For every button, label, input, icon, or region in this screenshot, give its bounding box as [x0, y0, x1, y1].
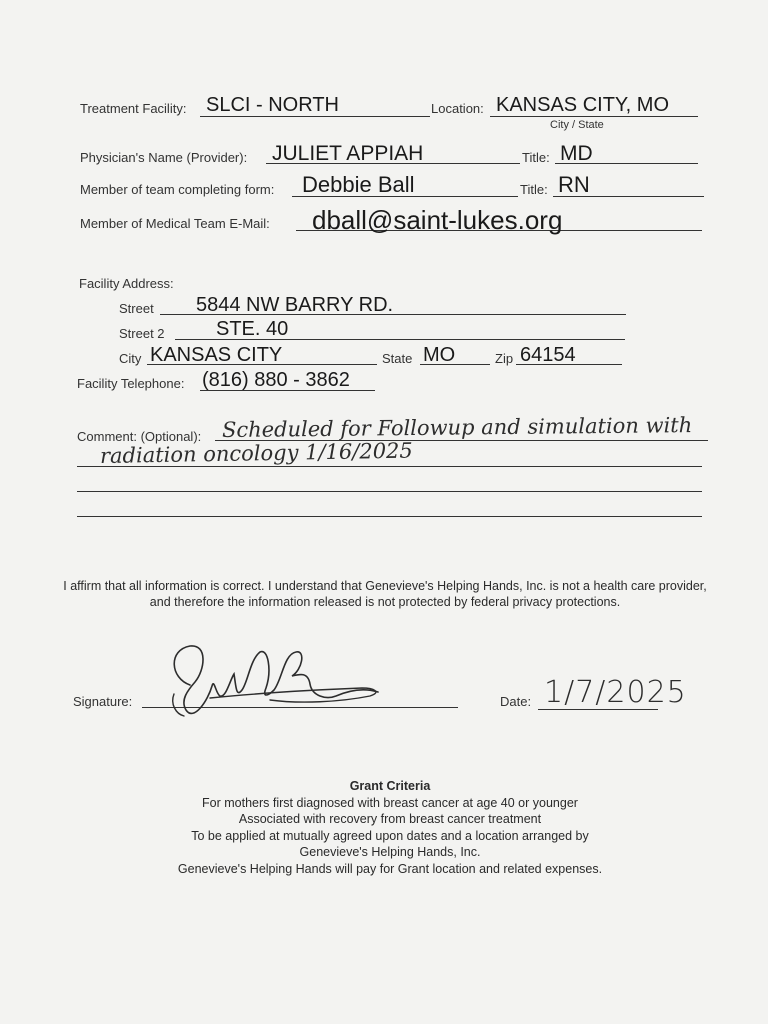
location-line — [490, 116, 698, 117]
phone-label: Facility Telephone: — [77, 376, 185, 391]
treatment-facility-value[interactable]: SLCI - NORTH — [206, 94, 339, 116]
physician-title-value[interactable]: MD — [560, 142, 593, 165]
comment-handwriting-line-2[interactable]: radiation oncology 1/16/2025 — [99, 438, 413, 468]
physician-value[interactable]: JULIET APPIAH — [272, 142, 424, 165]
street-label: Street — [119, 301, 154, 316]
signature-scribble[interactable] — [150, 630, 400, 740]
grant-criteria-line-2: Associated with recovery from breast cancer treatment — [238, 812, 542, 826]
street2-value[interactable]: STE. 40 — [216, 318, 289, 340]
zip-label: Zip — [495, 351, 514, 366]
street2-label: Street 2 — [119, 326, 165, 341]
state-label: State — [382, 351, 413, 366]
team-member-title-value[interactable]: RN — [558, 172, 590, 197]
team-member-value[interactable]: Debbie Ball — [302, 172, 415, 197]
grant-criteria-line-4: Genevieve's Helping Hands, Inc. — [299, 845, 481, 859]
treatment-facility-label: Treatment Facility: — [80, 101, 187, 116]
location-value[interactable]: KANSAS CITY, MO — [496, 94, 670, 116]
comment-handwriting-line-1[interactable]: Scheduled for Followup and simulation with — [221, 413, 693, 442]
team-member-title-label: Title: — [520, 182, 548, 197]
phone-value[interactable]: (816) 880 - 3862 — [202, 369, 350, 391]
grant-criteria-block — [90, 778, 690, 877]
comment-line-3 — [77, 491, 702, 492]
treatment-facility-line — [200, 116, 430, 117]
grant-criteria-line-1: For mothers first diagnosed with breast cancer at age 40 or younger — [202, 795, 578, 810]
physician-label: Physician's Name (Provider): — [80, 150, 248, 165]
street-value[interactable]: 5844 NW BARRY RD. — [196, 294, 394, 316]
zip-value[interactable]: 64154 — [520, 344, 576, 366]
grant-criteria-line-5: Genevieve's Helping Hands will pay for Grant location and related expenses. — [177, 861, 603, 876]
date-handwriting[interactable]: 1/7/2025 — [544, 675, 687, 710]
facility-address-heading: Facility Address: — [79, 276, 174, 291]
email-label: Member of Medical Team E-Mail: — [80, 216, 270, 231]
affirmation-text: I affirm that all information is correct. I understand that Genevieve's Helping Hands, Inc. is not a health care provider, and therefore the information released is not protected by federal privacy protections. — [63, 579, 707, 609]
location-label: Location: — [431, 101, 484, 116]
grant-criteria-line-3: To be applied at mutually agreed upon dates and a location arranged by — [191, 828, 589, 843]
grant-criteria-title: Grant Criteria — [349, 779, 431, 793]
state-value[interactable]: MO — [423, 344, 456, 366]
comment-label: Comment: (Optional): — [77, 429, 202, 444]
signature-label: Signature: — [73, 694, 133, 709]
city-label: City — [119, 351, 142, 366]
city-value[interactable]: KANSAS CITY — [150, 344, 283, 366]
date-label: Date: — [500, 694, 532, 709]
team-member-label: Member of team completing form: — [80, 182, 275, 197]
email-value[interactable]: dball@saint-lukes.org — [312, 205, 563, 235]
comment-line-4 — [77, 516, 702, 517]
physician-title-label: Title: — [522, 150, 550, 165]
location-hint: City / State — [550, 119, 604, 131]
